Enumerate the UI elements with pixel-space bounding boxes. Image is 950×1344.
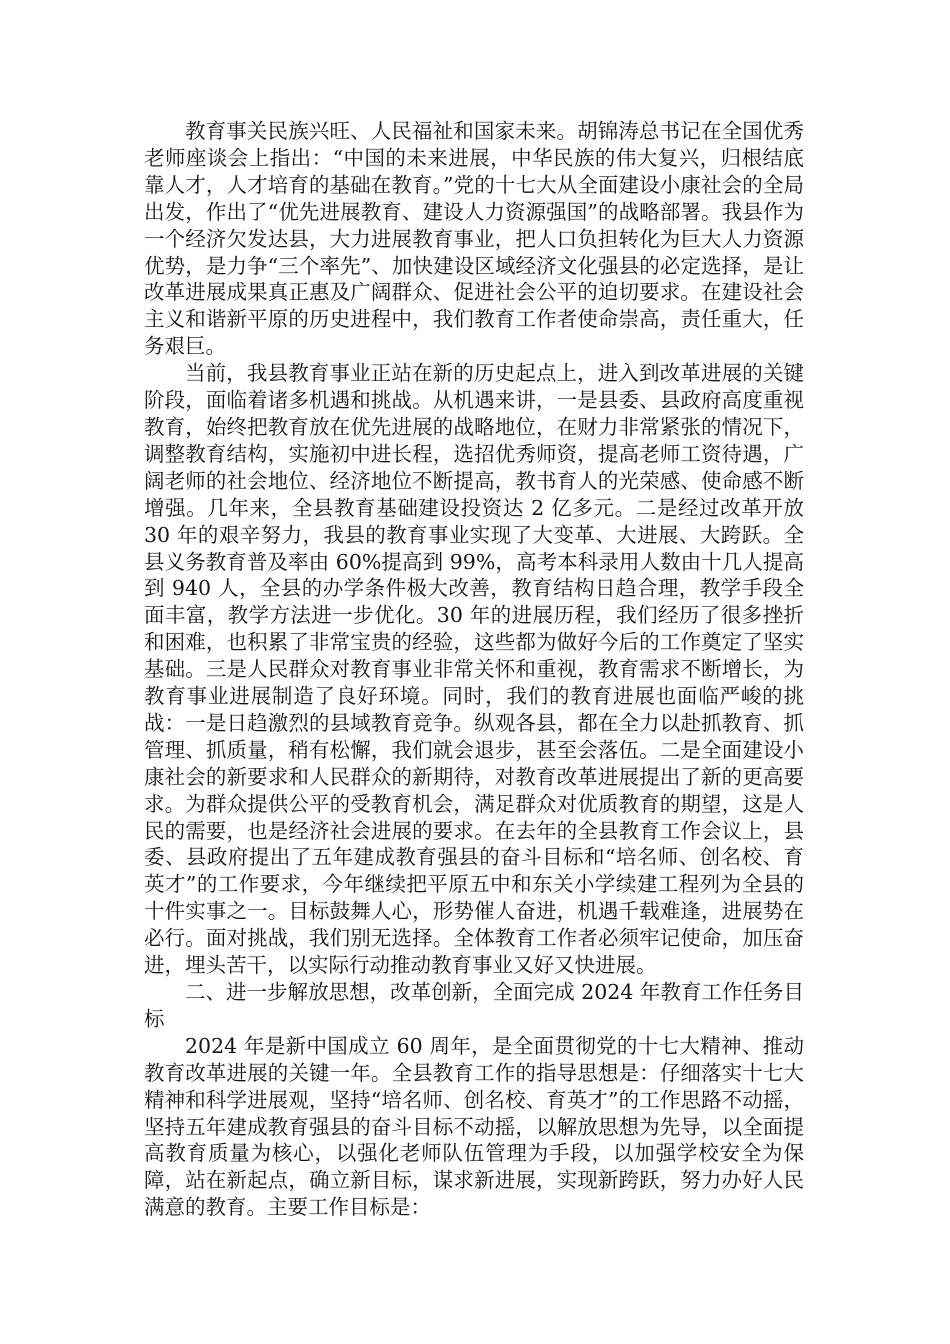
document-page [144,118,804,1221]
section-heading-2: 二、进一步解放思想，改革创新，全面完成 2024 年教育工作任务目标 [144,980,804,1031]
paragraph-current-situation: 当前，我县教育事业正站在新的历史起点上，进入到改革进展的关键阶段，面临着诸多机遇和挑战。从机遇来讲，一是县委、县政府高度重视教育，始终把教育放在优先进展的战略地位，在财力非常紧张的情况下，调整教育结构，实施初中进长程，选招优秀师资，提高老师工资待遇，广阔老师的社会地位、经济地位不断提高，教书育人的光荣感、使命感不断增强。几年来，全县教育基础建设投资达 2 亿多元。二是经过改革开放 30 年的艰辛努力，我县的教育事业实现了大变革、大进展、大跨跃。全县义务教育普及率由 60%提高到 99%，高考本科录用人数由十几人提高到 940 人，全县的办学条件极大改善，教育结构日趋合理，教学手段全面丰富，教学方法进一步优化。30 年的进展历程，我们经历了很多挫折和困难，也积累了非常宝贵的经验，这些都为做好今后的工作奠定了坚实基础。三是人民群众对教育事业非常关怀和重视，教育需求不断增长，为教育事业进展制造了良好环境。同时，我们的教育进展也面临严峻的挑战：一是日趋激烈的县域教育竞争。纵观各县，都在全力以赴抓教育、抓管理、抓质量，稍有松懈，我们就会退步，甚至会落伍。二是全面建设小康社会的新要求和人民群众的新期待，对教育改革进展提出了新的更高要求。为群众提供公平的受教育机会，满足群众对优质教育的期望，这是人民的需要，也是经济社会进展的要求。在去年的全县教育工作会议上，县委、县政府提出了五年建成教育强县的奋斗目标和“培名师、创名校、育英才”的工作要求，今年继续把平原五中和东关小学续建工程列为全县的十件实事之一。目标鼓舞人心，形势催人奋进，机遇千载难逢，进展势在必行。面对挑战，我们别无选择。全体教育工作者必须牢记使命，加压奋进，埋头苦干，以实际行动推动教育事业又好又快进展。 [144,361,804,978]
paragraph-2024-goals: 2024 年是新中国成立 60 周年，是全面贯彻党的十七大精神、推动教育改革进展的关键一年。全县教育工作的指导思想是：仔细落实十七大精神和科学进展观，坚持“培名师、创名校、育英才”的工作思路不动摇，坚持五年建成教育强县的奋斗目标不动摇，以解放思想为先导，以全面提高教育质量为核心，以强化老师队伍管理为手段，以加强学校安全为保障，站在新起点，确立新目标，谋求新进展，实现新跨跃，努力办好人民满意的教育。主要工作目标是： [144,1033,804,1220]
paragraph-intro: 教育事关民族兴旺、人民福祉和国家未来。胡锦涛总书记在全国优秀老师座谈会上指出：“中国的未来进展，中华民族的伟大复兴，归根结底靠人才，人才培育的基础在教育。”党的十七大从全面建设小康社会的全局出发，作出了“优先进展教育、建设人力资源强国”的战略部署。我县作为一个经济欠发达县，大力进展教育事业，把人口负担转化为巨大人力资源优势，是力争“三个率先”、加快建设区域经济文化强县的必定选择，是让改革进展成果真正惠及广阔群众、促进社会公平的迫切要求。在建设社会主义和谐新平原的历史进程中，我们教育工作者使命崇高，责任重大，任务艰巨。 [144,119,804,359]
